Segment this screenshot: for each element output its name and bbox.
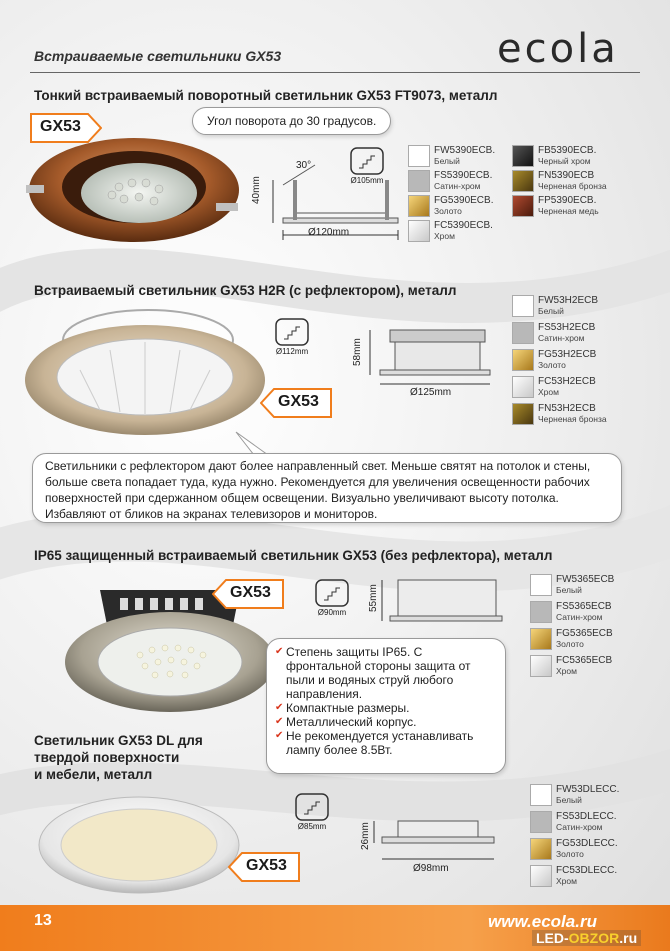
- swatch-code: FG53DLECC. Золото: [556, 838, 618, 859]
- swatch-fs5390: [408, 170, 430, 192]
- swatch-fw5365: [530, 574, 552, 596]
- dimension-drawing-2: [360, 322, 500, 392]
- section-1-title: Тонкий встраиваемый поворотный светильник GX53 FT9073, металл: [34, 88, 498, 103]
- swatch-code: FN53H2ECB Черненая бронза: [538, 403, 607, 424]
- swatch-fg53dl: [530, 838, 552, 860]
- check-icon: ✔: [275, 716, 284, 727]
- reflector-note: Светильники с рефлектором дают более направленный свет. Меньше святят на потолок и стены, больше света попадает туда, куда нужно. Рекомендуется для увеличения освещенности рабочих поверхностей при сдержанном общем освещении. Визуально увеличивают высоту потолка. Избавляют от бликов на экранах телевизоров и мониторов.: [32, 453, 622, 523]
- feature-item: ✔ Степень защиты IP65. С фронтальной стороны защита от пыли и водяных струй любого направления.: [275, 645, 471, 701]
- swatch-code: FW5365ECB Белый: [556, 574, 615, 595]
- product-h2r-image: [20, 300, 270, 440]
- swatch-code: FS53DLECC. Сатин-хром: [556, 811, 617, 832]
- swatch-fw5390: [408, 145, 430, 167]
- ip65-features: [266, 638, 506, 774]
- swatch-fc53dl: [530, 865, 552, 887]
- height-label: 40mm: [251, 176, 262, 204]
- swatch-fc5390: [408, 220, 430, 242]
- swatch-fs5365: [530, 601, 552, 623]
- swatch-code: FC53DLECC. Хром: [556, 865, 618, 886]
- badge-label: GX53: [246, 857, 287, 874]
- section-4-title: Светильник GX53 DL для твердой поверхности и мебели, металл: [34, 733, 203, 782]
- feature-item: ✔ Компактные размеры.: [275, 701, 410, 715]
- swatch-fw53h2: [512, 295, 534, 317]
- swatch-code: FN5390ECB Черненая бронза: [538, 170, 607, 191]
- watermark: LED-OBZOR.ru: [532, 930, 641, 946]
- swatch-code: FG5365ECB Золото: [556, 628, 613, 649]
- swatch-fb5390: [512, 145, 534, 167]
- swatch-code: FG5390ECB. Золото: [434, 195, 494, 216]
- swatch-code: FC53H2ECB Хром: [538, 376, 596, 397]
- product-ft9073-image: [24, 125, 246, 255]
- swatch-code: FW5390ECB. Белый: [434, 145, 496, 166]
- swatch-code: FS5365ECB Сатин-хром: [556, 601, 612, 622]
- cutout-label: Ø105mm: [350, 176, 384, 185]
- swatch-code: FC5390ECB. Хром: [434, 220, 493, 241]
- swatch-fp5390: [512, 195, 534, 217]
- cutout-icon: [292, 792, 332, 832]
- header-divider: [30, 72, 640, 73]
- cutout-label: Ø112mm: [275, 347, 309, 356]
- badge-label: GX53: [278, 393, 319, 410]
- ecola-logo: ecola: [497, 26, 619, 72]
- swatch-code: FS53H2ECB Сатин-хром: [538, 322, 596, 343]
- height-label: 26mm: [360, 822, 371, 850]
- swatch-code: FG53H2ECB Золото: [538, 349, 597, 370]
- section-2-badge: [260, 388, 332, 423]
- swatch-code: FP5390ECB. Черненая медь: [538, 195, 599, 216]
- page-number: 13: [34, 912, 52, 929]
- cutout-label: Ø85mm: [297, 822, 327, 831]
- badge-label: GX53: [40, 118, 81, 135]
- section-3-title: IP65 защищенный встраиваемый светильник GX53 (без рефлектора), металл: [34, 548, 553, 563]
- swatch-code: FS5390ECB. Сатин-хром: [434, 170, 493, 191]
- swatch-fg5390: [408, 195, 430, 217]
- site-link[interactable]: www.ecola.ru: [488, 912, 597, 931]
- swatch-code: FB5390ECB. Черный хром: [538, 145, 597, 166]
- swatch-fc53h2: [512, 376, 534, 398]
- check-icon: ✔: [275, 646, 284, 657]
- height-label: 58mm: [352, 338, 363, 366]
- swatch-code: FC5365ECB Хром: [556, 655, 613, 676]
- swatch-fw53dl: [530, 784, 552, 806]
- height-label: 55mm: [368, 584, 379, 612]
- badge-label: GX53: [230, 584, 271, 601]
- feature-item: ✔ Металлический корпус.: [275, 715, 417, 729]
- dimension-drawing-3: [378, 576, 508, 626]
- swatch-fn5390: [512, 170, 534, 192]
- angle-label: 30°: [296, 160, 312, 171]
- product-dl-image: [34, 785, 244, 905]
- swatch-code: FW53DLECC. Белый: [556, 784, 620, 805]
- cutout-icon: [272, 317, 312, 357]
- swatch-fs53dl: [530, 811, 552, 833]
- width-label: Ø120mm: [308, 227, 350, 238]
- section-2-title: Встраиваемый светильник GX53 H2R (с рефлектором), металл: [34, 283, 457, 298]
- check-icon: ✔: [275, 702, 284, 713]
- swatch-code: FW53H2ECB Белый: [538, 295, 599, 316]
- swatch-fn53h2: [512, 403, 534, 425]
- cutout-label: Ø90mm: [317, 608, 347, 617]
- swatch-fg5365: [530, 628, 552, 650]
- width-label: Ø125mm: [410, 387, 452, 398]
- section-1-callout: Угол поворота до 30 градусов.: [192, 107, 391, 135]
- width-label: Ø98mm: [413, 863, 449, 874]
- check-icon: ✔: [275, 730, 284, 741]
- swatch-fs53h2: [512, 322, 534, 344]
- feature-item: ✔ Не рекомендуется устанавливать лампу более 8.5Вт.: [275, 729, 474, 757]
- section-3-badge: [212, 579, 284, 614]
- swatch-fg53h2: [512, 349, 534, 371]
- cutout-icon: [312, 578, 352, 618]
- section-4-badge: [228, 852, 300, 887]
- page-header-title: Встраиваемые светильники GX53: [34, 48, 282, 64]
- swatch-fc5365: [530, 655, 552, 677]
